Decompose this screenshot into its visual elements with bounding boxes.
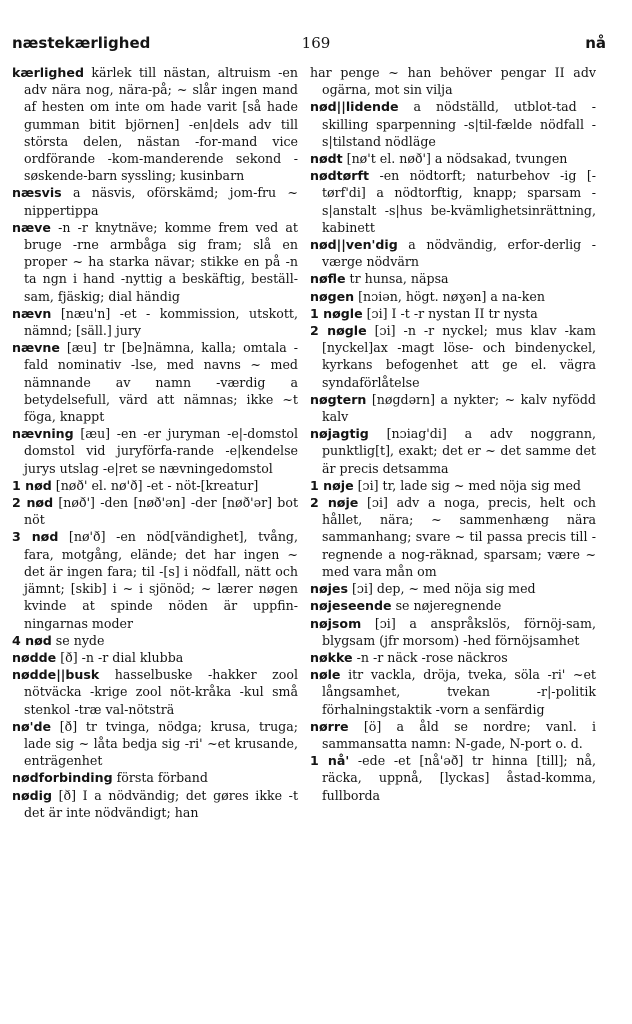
dictionary-entry	[310, 494, 596, 580]
dictionary-entry	[310, 288, 596, 305]
entry-definition: [nɔiən, högt. nøɣən] a na-ken	[354, 288, 545, 304]
entry-definition: -en nödtorft; naturbehov -ig [-tørf'di] a nödtorftig, knapp; sparsam -s|anstalt -s|hus be-kvämlighetsinrättning, kabinett	[322, 168, 596, 235]
dictionary-entry	[12, 649, 298, 666]
entry-headword: 4 nød	[12, 632, 52, 648]
dictionary-entry	[310, 270, 596, 287]
entry-definition: hasselbuske -hakker zool nötväcka -krige zool nöt-kråka -kul små stenkol -træ val-nötsträ	[24, 667, 298, 717]
entry-headword: nævne	[12, 340, 60, 356]
entry-headword: nævn	[12, 305, 52, 321]
entry-headword: nævning	[12, 426, 74, 442]
dictionary-entry	[12, 666, 298, 718]
entry-definition: [nøð'] -den [nøð'ən] -der [nøð'ər] bot nöt	[24, 495, 299, 528]
entry-headword: nøle	[310, 667, 341, 683]
entry-definition: [ɔi] adv a noga, precis, helt och hållet, nära; ~ sammenhæng nära sammanhang; svare ~ til passa precis till -regnende a nog-räknad, sparsam; være ~ med vara mån om	[322, 495, 596, 579]
entry-definition: [æu] -en -er juryman -e|-domstol domstol vid juryförfa-rande -e|kendelse jurys utslag -e|ret se nævningedomstol	[24, 426, 298, 476]
running-head	[12, 34, 620, 58]
entry-definition: [ö] a åld se nordre; vanl. i sammansatta namn: N-gade, N-port o. d.	[322, 718, 596, 751]
entry-headword: nøkke	[310, 649, 353, 665]
dictionary-entry	[310, 580, 596, 597]
right-guideword: nå	[585, 34, 606, 52]
dictionary-entry	[310, 477, 596, 494]
entry-definition: [ɔi] tr, lade sig ~ med nöja sig med	[353, 477, 581, 493]
entry-definition: [ð] -n -r dial klubba	[56, 649, 184, 665]
entry-definition: se nøjeregnende	[391, 598, 502, 614]
dictionary-entry	[310, 167, 596, 236]
entry-definition: [nø'ð] -en nöd[vändighet], tvång, fara, motgång, elände; det har ingen ~ det är ingen fara; til -[s] i nödfall, nätt och jämnt; [skib] i ~ i sjönöd; ~ lærer nøgen kvinde at spinde nöden är uppfin-ningarnas moder	[24, 529, 298, 631]
dictionary-entry	[310, 425, 596, 477]
entry-headword: nødtørft	[310, 168, 370, 184]
entry-definition: har penge ~ han behöver pengar II adv ogärna, mot sin vilja	[310, 65, 596, 98]
entry-definition: [nøgdərn] a nykter; ~ kalv nyfödd kalv	[322, 391, 596, 425]
entry-definition: [æu] tr [be]nämna, kalla; omtala -fald nominativ -lse, med navns ~ med nämnande av namn -værdig a betydelsefull, värd att nämnas; ikke ~t föga, knappt	[24, 340, 298, 425]
dictionary-entry	[12, 477, 298, 494]
dictionary-entry	[310, 718, 596, 752]
dictionary-entry	[12, 64, 298, 184]
dictionary-entry	[12, 718, 298, 770]
entry-definition: a näsvis, oförskämd; jom-fru ~ nippertippa	[24, 185, 298, 218]
dictionary-entry	[12, 769, 298, 786]
entry-headword: 1 nøje	[310, 477, 354, 493]
entry-headword: 2 nøje	[310, 495, 359, 511]
entry-headword: nødde||busk	[12, 667, 100, 683]
entry-definition: [nɔiag'di] a adv noggrann, punktlig[t], exakt; det er ~ det samme det är precis detsamma	[322, 426, 596, 476]
dictionary-entry	[12, 632, 298, 649]
dictionary-entry	[12, 219, 298, 305]
dictionary-entry	[12, 494, 298, 528]
entry-headword: nøgen	[310, 288, 355, 304]
entry-definition: -n -r näck -rose näckros	[352, 649, 508, 665]
dictionary-entry	[310, 615, 596, 649]
entry-headword: nøjeseende	[310, 598, 392, 614]
dictionary-entry	[310, 649, 596, 666]
entry-definition: -ede -et [nå'əð] tr hinna [till]; nå, räcka, uppnå, [lyckas] åstad-komma, fullborda	[322, 753, 597, 803]
entry-headword: 1 nød	[12, 477, 52, 493]
entry-definition: tr hunsa, näpsa	[345, 271, 449, 287]
entry-headword: nørre	[310, 718, 349, 734]
entry-headword: nøgtern	[310, 391, 367, 407]
entry-definition: [næu'n] -et - kommission, utskott, nämnd; [säll.] jury	[24, 305, 298, 339]
entry-headword: nød||lidende	[310, 99, 399, 115]
entry-headword: 1 nøgle	[310, 305, 363, 321]
entry-headword: nødde	[12, 649, 57, 665]
dictionary-entry	[310, 236, 596, 270]
entry-headword: 3 nød	[12, 529, 59, 545]
dictionary-entry	[12, 425, 298, 477]
entry-headword: nødforbinding	[12, 770, 113, 786]
entry-headword: næve	[12, 219, 51, 235]
dictionary-entry	[310, 666, 596, 718]
dictionary-entry	[310, 305, 596, 322]
dictionary-entry	[310, 322, 596, 391]
entry-headword: næsvis	[12, 185, 62, 201]
entry-definition: [ɔi] -n -r nyckel; mus klav -kam [nyckel]ax -magt löse- och bindenyckel, kyrkans befogenhet att ge el. vägra syndaförlåtelse	[322, 323, 596, 390]
left-column	[12, 64, 298, 821]
dictionary-entry	[12, 787, 298, 821]
entry-headword: kærlighed	[12, 65, 84, 80]
right-column	[310, 64, 596, 804]
dictionary-entry	[12, 528, 298, 631]
entry-headword: nød||ven'dig	[310, 237, 398, 253]
dictionary-entry	[310, 752, 596, 804]
dictionary-entry	[12, 305, 298, 339]
dictionary-entry	[310, 597, 596, 614]
entry-headword: nø'de	[12, 718, 52, 734]
dictionary-entry	[310, 150, 596, 167]
dictionary-entry	[310, 391, 596, 425]
entry-headword: nøjes	[310, 581, 348, 597]
entry-definition: [ð] I a nödvändig; det gøres ikke -t det är inte nödvändigt; han	[24, 787, 298, 820]
entry-headword: nøjagtig	[310, 426, 369, 442]
entry-headword: nøjsom	[310, 615, 362, 631]
entry-definition: [nøð' el. nø'ð] -et - nöt-[kreatur]	[51, 477, 259, 493]
entry-definition: [ɔi] a anspråkslös, förnöj-sam, blygsam (jfr morsom) -hed förnöjsamhet	[322, 615, 596, 648]
entry-headword: 2 nød	[12, 495, 54, 511]
entry-definition: itr vackla, dröja, tveka, söla -ri' ~et långsamhet, tvekan -r|-politik förhalningstaktik -vorn a senfärdig	[322, 667, 596, 717]
entry-definition: a nödställd, utblot-tad -skilling sparpenning -s|til-fælde nödfall -s|tilstand nödläge	[322, 99, 596, 149]
dictionary-entry	[12, 184, 298, 218]
dictionary-entry	[12, 339, 298, 425]
entry-definition: -n -r knytnäve; komme frem ved at bruge -rne armbåga sig fram; slå en proper ~ ha starka nävar; stikke en på -n ta ngn i hand -nyttig a beskäftig, beställ-sam, fjäskig; dial händig	[24, 219, 298, 304]
entry-definition: [ɔi] I -t -r nystan II tr nysta	[362, 305, 538, 321]
entry-headword: nødig	[12, 787, 52, 803]
entry-definition: [nø't el. nøð'] a nödsakad, tvungen	[342, 151, 568, 167]
entry-headword: nøfle	[310, 271, 346, 287]
entry-definition: a nödvändig, erfor-derlig -værge nödvärn	[322, 237, 596, 270]
entry-definition: första förband	[112, 770, 208, 786]
dictionary-entry	[310, 98, 596, 150]
entry-headword: 2 nøgle	[310, 323, 367, 339]
entry-definition: se nyde	[51, 632, 105, 648]
entry-definition: [ð] tr tvinga, nödga; krusa, truga; lade sig ~ låta bedja sig -ri' ~et krusande, enträgenhet	[24, 718, 298, 769]
dictionary-entry	[310, 64, 596, 98]
entry-headword: nødt	[310, 151, 343, 167]
page-number: 169	[301, 34, 331, 52]
entry-definition: kärlek till nästan, altruism -en adv nära nog, nära-på; ~ slår ingen mand af hesten om inte om hade varit [så hade gumman bitit björnen] -en|dels adv till största delen, nästan -for-mand vice ordförande -kom-manderende sekond -søskende-barn syssling; kusinbarn	[24, 65, 298, 184]
entry-headword: 1 nå'	[310, 753, 350, 769]
entry-definition: [ɔi] dep, ~ med nöja sig med	[347, 581, 536, 597]
left-guideword: næstekærlighed	[12, 34, 151, 52]
